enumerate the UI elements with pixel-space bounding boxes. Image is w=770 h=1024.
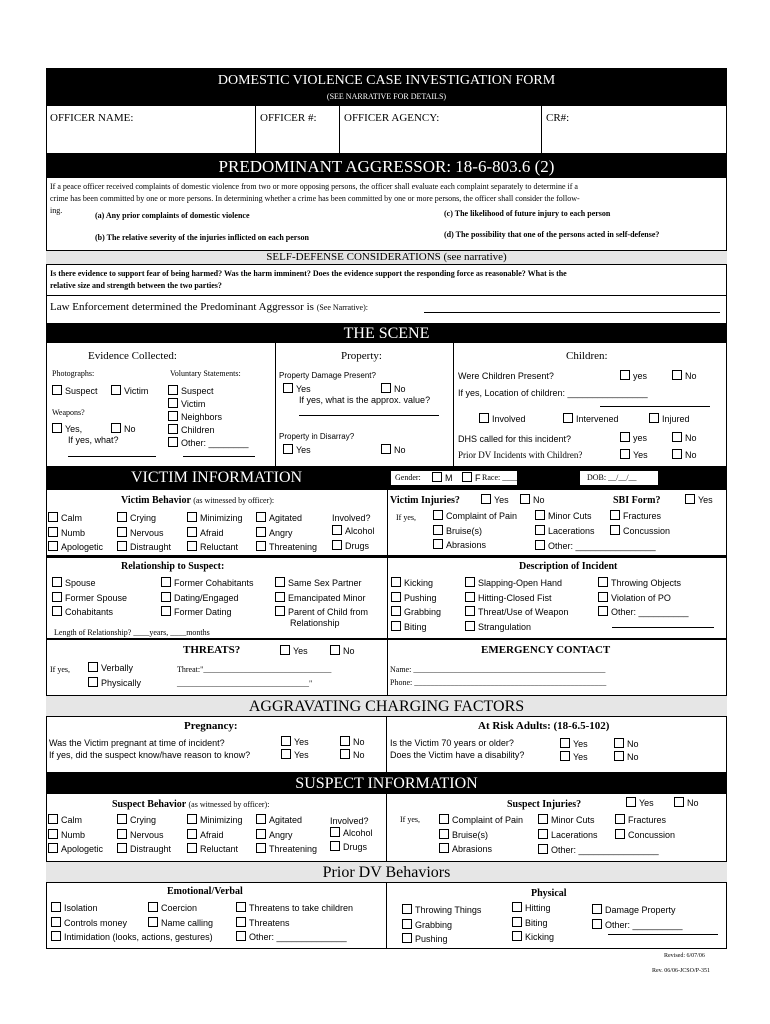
property-damage-yes[interactable]: Yes: [283, 383, 311, 394]
vs-other-option[interactable]: Other: ________: [168, 437, 249, 450]
photographs-label: Photographs:: [52, 369, 95, 378]
suspect-drugs[interactable]: Drugs: [330, 841, 367, 852]
seventy-question: Is the Victim 70 years or older?: [390, 738, 514, 748]
officer-name-label: OFFICER NAME:: [50, 112, 134, 124]
si-minor-cuts[interactable]: Minor Cuts: [538, 813, 659, 828]
victim-injuries-label: Victim Injuries?: [390, 495, 460, 506]
pregnancy-label: Pregnancy:: [184, 720, 238, 732]
prior-dv-title: Prior DV Behaviors: [46, 861, 727, 883]
ev-threatens-children[interactable]: Threatens to take children: [236, 901, 353, 916]
sb-afraid[interactable]: Afraid: [187, 828, 243, 843]
dhs-yes[interactable]: yes: [620, 432, 647, 443]
victim-behavior-col3: [187, 511, 243, 555]
suspect-alcohol[interactable]: Alcohol: [330, 827, 373, 838]
vb-calm[interactable]: Calm: [48, 511, 103, 526]
incident-col2: [465, 576, 568, 634]
property-damage-no[interactable]: No: [381, 383, 406, 394]
suspect-injuries-ifyes: If yes,: [400, 815, 420, 824]
weapons-what-field[interactable]: [68, 456, 156, 457]
victim-injuries-no[interactable]: No: [520, 494, 545, 505]
ph-pushing[interactable]: Pushing: [402, 932, 481, 947]
property-damage-label: Property Damage Present?: [279, 371, 376, 380]
emergency-contact-name[interactable]: Name: ________________________________________________: [390, 665, 606, 674]
predominant-aggressor-bar: [46, 153, 727, 178]
threats-label: THREATS?: [183, 644, 241, 656]
scene-title: THE SCENE: [343, 325, 430, 342]
race-label: Race: ___________: [482, 473, 547, 482]
predominant-aggressor-title: PREDOMINANT AGGRESSOR: 18-6-803.6 (2): [218, 157, 555, 176]
threats-ifyes: If yes,: [50, 665, 70, 674]
officer-number-label: OFFICER #:: [260, 112, 317, 124]
victim-injuries-col3: [610, 509, 670, 538]
approx-value-label: If yes, what is the approx. value?: [299, 395, 431, 405]
dob-label: DOB: __/__/__: [587, 473, 637, 482]
ev-other[interactable]: Other: ______________: [236, 930, 353, 945]
disability-yes[interactable]: Yes: [560, 751, 588, 762]
si-fractures[interactable]: Fractures: [615, 813, 675, 828]
si-other[interactable]: Other: ________________: [538, 843, 659, 858]
disarray-yes[interactable]: Yes: [283, 444, 311, 455]
suspect-injuries-col3: [615, 813, 675, 842]
rel-former-dating[interactable]: Former Dating: [161, 605, 254, 620]
form-title: DOMESTIC VIOLENCE CASE INVESTIGATION FORM: [217, 73, 556, 88]
children-injured[interactable]: Injured: [649, 413, 690, 424]
emergency-contact-label: EMERGENCY CONTACT: [481, 644, 611, 656]
inc-biting[interactable]: Biting: [391, 620, 441, 635]
property-label: Property:: [341, 350, 382, 362]
inc-pushing[interactable]: Pushing: [391, 591, 441, 606]
vi-abrasions[interactable]: Abrasions: [433, 538, 517, 553]
gender-label: Gender:: [395, 473, 421, 482]
vb-numb[interactable]: Numb: [48, 526, 103, 541]
threat-quote-line2[interactable]: _________________________________": [177, 679, 313, 688]
threat-verbally[interactable]: Verbally: [88, 662, 133, 673]
rel-same-sex-partner[interactable]: Same Sex Partner: [275, 576, 368, 591]
seventy-no[interactable]: No: [614, 738, 639, 749]
rel-former-cohabitants[interactable]: Former Cohabitants: [161, 576, 254, 591]
ev-controls-money[interactable]: Controls money: [51, 916, 213, 931]
pa-factor-a: (a) Any prior complaints of domestic violence: [95, 211, 250, 220]
sb-agitated[interactable]: Agitated: [256, 813, 317, 828]
ev-coercion[interactable]: Coercion: [148, 901, 213, 916]
ph-biting[interactable]: Biting: [512, 916, 554, 931]
officer-agency-field[interactable]: [344, 126, 539, 150]
vi-minor-cuts[interactable]: Minor Cuts: [535, 509, 656, 524]
sb-nervous[interactable]: Nervous: [117, 828, 171, 843]
ev-isolation[interactable]: Isolation: [51, 901, 213, 916]
pa-intro-line1: If a peace officer received complaints of domestic violence from two or more opposing persons, the officer shall evaluate each complaint separately to determine if a: [50, 182, 578, 191]
dhs-no[interactable]: No: [672, 432, 697, 443]
pa-intro-line2: crime has been committed by one or more persons. In determining whether a crime has been committed by one or more persons, the officer shall consider the follow-: [50, 194, 580, 203]
frame-right: [726, 68, 727, 949]
prior-incidents-no[interactable]: No: [672, 449, 697, 460]
revision-code: Rev. 06/06-JCSO/P-351: [652, 968, 710, 974]
incident-col1: [391, 576, 441, 634]
sbi-form-yes[interactable]: Yes: [685, 494, 713, 505]
vs-neighbors-option[interactable]: Neighbors: [168, 411, 249, 424]
physical-label: Physical: [531, 888, 567, 899]
weapons-label: Weapons?: [52, 408, 85, 417]
officer-number-field[interactable]: [260, 126, 335, 150]
suspect-behavior-col1: [48, 813, 103, 857]
sb-apologetic[interactable]: Apologetic: [48, 842, 103, 857]
officer-name-field[interactable]: [50, 126, 250, 150]
emotional-verbal-label: Emotional/Verbal: [167, 886, 243, 897]
suspect-injuries-no[interactable]: No: [674, 797, 699, 808]
knew-no[interactable]: No: [340, 749, 365, 760]
children-present-yes[interactable]: yes: [620, 370, 647, 381]
sb-numb[interactable]: Numb: [48, 828, 103, 843]
relationship-col3: [275, 576, 368, 620]
vi-other[interactable]: Other: ________________: [535, 539, 656, 554]
vb-threatening[interactable]: Threatening: [256, 540, 317, 555]
cr-field[interactable]: [546, 126, 722, 150]
pa-intro-line3: ing.: [50, 206, 63, 215]
victim-info-bar: [46, 466, 387, 490]
disability-question: Does the Victim have a disability?: [390, 750, 525, 760]
evidence-collected-label: Evidence Collected:: [88, 350, 177, 362]
approx-value-field[interactable]: [299, 415, 439, 416]
children-intervened[interactable]: Intervened: [563, 413, 619, 424]
disability-no[interactable]: No: [614, 751, 639, 762]
weapons-yes-option[interactable]: Yes,: [52, 423, 82, 434]
victim-behavior-label: Victim Behavior (as witnessed by officer):: [121, 495, 275, 506]
sb-crying[interactable]: Crying: [117, 813, 171, 828]
inc-throwing-objects[interactable]: Throwing Objects: [598, 576, 689, 591]
ev-col2: [148, 901, 213, 930]
si-lacerations[interactable]: Lacerations: [538, 828, 659, 843]
vs-suspect-option[interactable]: Suspect: [168, 385, 249, 398]
suspect-behavior-label: Suspect Behavior (as witnessed by officer):: [112, 799, 270, 810]
threat-quote-line1[interactable]: Threat:"________________________________: [177, 665, 332, 674]
ev-threatens[interactable]: Threatens: [236, 916, 353, 931]
vb-agitated[interactable]: Agitated: [256, 511, 317, 526]
rel-cohabitants[interactable]: Cohabitants: [52, 605, 127, 620]
ph-col3: [592, 903, 683, 932]
sb-minimizing[interactable]: Minimizing: [187, 813, 243, 828]
sb-reluctant[interactable]: Reluctant: [187, 842, 243, 857]
inc-violation-po[interactable]: Violation of PO: [598, 591, 689, 606]
children-location-label: If yes, Location of children: ________________: [458, 388, 648, 398]
children-involved[interactable]: Involved: [479, 413, 526, 424]
weapons-yes-checkbox[interactable]: [52, 423, 62, 433]
victim-behavior-col1: [48, 511, 103, 555]
description-of-incident-label: Description of Incident: [519, 561, 618, 572]
ev-name-calling[interactable]: Name calling: [148, 916, 213, 931]
sbi-form-label: SBI Form?: [613, 495, 661, 506]
suspect-knew-question: If yes, did the suspect know/have reason to know?: [49, 750, 251, 760]
prior-incidents-label: Prior DV Incidents with Children?: [458, 450, 583, 460]
ph-grabbing[interactable]: Grabbing: [402, 918, 481, 933]
vi-complaint-of-pain[interactable]: Complaint of Pain: [433, 509, 517, 524]
vi-lacerations[interactable]: Lacerations: [535, 524, 656, 539]
victim-alcohol[interactable]: Alcohol: [332, 525, 375, 536]
prior-incidents-yes[interactable]: Yes: [620, 449, 648, 460]
weapons-no-checkbox[interactable]: [111, 423, 121, 433]
emergency-contact-phone[interactable]: Phone: ________________________________________________: [390, 678, 607, 687]
pa-factor-b: (b) The relative severity of the injuries inflicted on each person: [95, 233, 309, 242]
relationship-col2: [161, 576, 254, 620]
scene-bar: [46, 323, 727, 343]
revised-date: Revised: 6/07/06: [664, 953, 705, 959]
vb-nervous[interactable]: Nervous: [117, 526, 171, 541]
voluntary-statements-label: Voluntary Statements:: [170, 369, 241, 378]
pa-factor-c: (c) The likelihood of future injury to each person: [444, 209, 611, 218]
photo-victim-option[interactable]: Victim: [111, 385, 148, 396]
ph-col2: [512, 901, 554, 945]
victim-involved-label: Involved?: [332, 513, 371, 523]
ev-col3: [236, 901, 353, 945]
relationship-label: Relationship to Suspect:: [121, 561, 225, 572]
rel-spouse[interactable]: Spouse: [52, 576, 127, 591]
ph-throwing-things[interactable]: Throwing Things: [402, 903, 481, 918]
threats-yes[interactable]: Yes: [280, 645, 308, 656]
inc-kicking[interactable]: Kicking: [391, 576, 441, 591]
ph-kicking[interactable]: Kicking: [512, 930, 554, 945]
rel-former-spouse[interactable]: Former Spouse: [52, 591, 127, 606]
victim-drugs[interactable]: Drugs: [332, 540, 369, 551]
relationship-col1: [52, 576, 127, 620]
victim-injuries-ifyes: If yes,: [396, 513, 416, 522]
inc-strangulation[interactable]: Strangulation: [465, 620, 568, 635]
le-determination: Law Enforcement determined the Predominant Aggressor is (See Narrative):: [50, 301, 368, 313]
suspect-info-bar: [46, 772, 727, 794]
officer-agency-label: OFFICER AGENCY:: [344, 112, 440, 124]
children-present-label: Were Children Present?: [458, 371, 554, 381]
vi-concussion[interactable]: Concussion: [610, 524, 670, 539]
rel-parent-of-child[interactable]: Parent of Child from: [275, 605, 368, 620]
sb-threatening[interactable]: Threatening: [256, 842, 317, 857]
form-title-bar: [46, 68, 727, 106]
pregnant-yes[interactable]: Yes: [281, 736, 309, 747]
rel-emancipated-minor[interactable]: Emancipated Minor: [275, 591, 368, 606]
sd-line2: relative size and strength between the two parties?: [50, 281, 222, 290]
aggravating-title: AGGRAVATING CHARGING FACTORS: [46, 695, 727, 717]
si-complaint-of-pain[interactable]: Complaint of Pain: [439, 813, 523, 828]
victim-injuries-col1: [433, 509, 517, 553]
frame-left: [46, 68, 47, 949]
disarray-no[interactable]: No: [381, 444, 406, 455]
pregnant-question: Was the Victim pregnant at time of incident?: [49, 738, 225, 748]
vs-children-option[interactable]: Children: [168, 424, 249, 437]
suspect-behavior-col2: [117, 813, 171, 857]
vs-victim-option[interactable]: Victim: [168, 398, 249, 411]
gender-male[interactable]: M: [432, 472, 453, 483]
length-of-relationship: Length of Relationship? ____years, ____months: [54, 628, 210, 637]
inc-hitting[interactable]: Hitting-Closed Fist: [465, 591, 568, 606]
vi-bruises[interactable]: Bruise(s): [433, 524, 517, 539]
ph-col1: [402, 903, 481, 947]
rel-dating-engaged[interactable]: Dating/Engaged: [161, 591, 254, 606]
gender-female[interactable]: F: [462, 472, 481, 483]
weapons-no-option[interactable]: No: [111, 423, 136, 434]
children-present-no[interactable]: No: [672, 370, 697, 381]
suspect-injuries-col1: [439, 813, 523, 857]
inc-other[interactable]: Other: __________: [598, 605, 689, 620]
suspect-behavior-col4: [256, 813, 317, 857]
self-defense-title: SELF-DEFENSE CONSIDERATIONS (see narrative): [46, 250, 727, 265]
ph-damage-property[interactable]: Damage Property: [592, 903, 683, 918]
ph-other[interactable]: Other: __________: [592, 918, 683, 933]
vb-minimizing[interactable]: Minimizing: [187, 511, 243, 526]
ph-hitting[interactable]: Hitting: [512, 901, 554, 916]
predominant-aggressor-field[interactable]: [424, 312, 720, 313]
photo-victim-checkbox[interactable]: [111, 385, 121, 395]
victim-behavior-col2: [117, 511, 171, 555]
inc-slapping[interactable]: Slapping-Open Hand: [465, 576, 568, 591]
pa-factor-d: (d) The possibility that one of the persons acted in self-defense?: [444, 230, 660, 239]
at-risk-adults-label: At Risk Adults: (18-6.5-102): [478, 720, 610, 732]
sb-distraught[interactable]: Distraught: [117, 842, 171, 857]
children-location-field[interactable]: [600, 406, 710, 407]
children-label: Children:: [566, 350, 608, 362]
photo-suspect-option[interactable]: Suspect: [52, 385, 98, 396]
rel-relationship-suffix: Relationship: [290, 618, 340, 628]
victim-behavior-col4: [256, 511, 317, 555]
vi-fractures[interactable]: Fractures: [610, 509, 670, 524]
vb-afraid[interactable]: Afraid: [187, 526, 243, 541]
weapons-ifyes-label: If yes, what?: [68, 435, 119, 445]
si-bruises[interactable]: Bruise(s): [439, 828, 523, 843]
si-abrasions[interactable]: Abrasions: [439, 842, 523, 857]
victim-info-title: VICTIM INFORMATION: [130, 469, 303, 486]
dhs-called-label: DHS called for this incident?: [458, 434, 572, 444]
sb-angry[interactable]: Angry: [256, 828, 317, 843]
threats-no[interactable]: No: [330, 645, 355, 656]
sb-calm[interactable]: Calm: [48, 813, 103, 828]
form-subtitle: (SEE NARRATIVE FOR DETAILS): [326, 92, 447, 101]
pregnant-no[interactable]: No: [340, 736, 365, 747]
knew-yes[interactable]: Yes: [281, 749, 309, 760]
vb-angry[interactable]: Angry: [256, 526, 317, 541]
incident-col3: [598, 576, 689, 620]
threat-physically[interactable]: Physically: [88, 677, 141, 688]
voluntary-statements-list: [168, 385, 249, 450]
seventy-yes[interactable]: Yes: [560, 738, 588, 749]
suspect-behavior-col3: [187, 813, 243, 857]
photo-suspect-checkbox[interactable]: [52, 385, 62, 395]
vb-distraught[interactable]: Distraught: [117, 540, 171, 555]
ev-intimidation[interactable]: Intimidation (looks, actions, gestures): [51, 930, 213, 945]
inc-grabbing[interactable]: Grabbing: [391, 605, 441, 620]
sd-line1: Is there evidence to support fear of being harmed? Was the harm imminent? Does the evidence support the responding force as reasonable? What is the: [50, 269, 567, 278]
suspect-injuries-label: Suspect Injuries?: [507, 799, 582, 810]
vb-reluctant[interactable]: Reluctant: [187, 540, 243, 555]
vb-apologetic[interactable]: Apologetic: [48, 540, 103, 555]
suspect-injuries-yes[interactable]: Yes: [626, 797, 654, 808]
si-concussion[interactable]: Concussion: [615, 828, 675, 843]
suspect-info-title: SUSPECT INFORMATION: [295, 775, 478, 792]
inc-threat-weapon[interactable]: Threat/Use of Weapon: [465, 605, 568, 620]
victim-injuries-yes[interactable]: Yes: [481, 494, 509, 505]
vb-crying[interactable]: Crying: [117, 511, 171, 526]
suspect-involved-label: Involved?: [330, 816, 369, 826]
cr-label: CR#:: [546, 112, 570, 124]
disarray-label: Property in Disarray?: [279, 432, 355, 441]
